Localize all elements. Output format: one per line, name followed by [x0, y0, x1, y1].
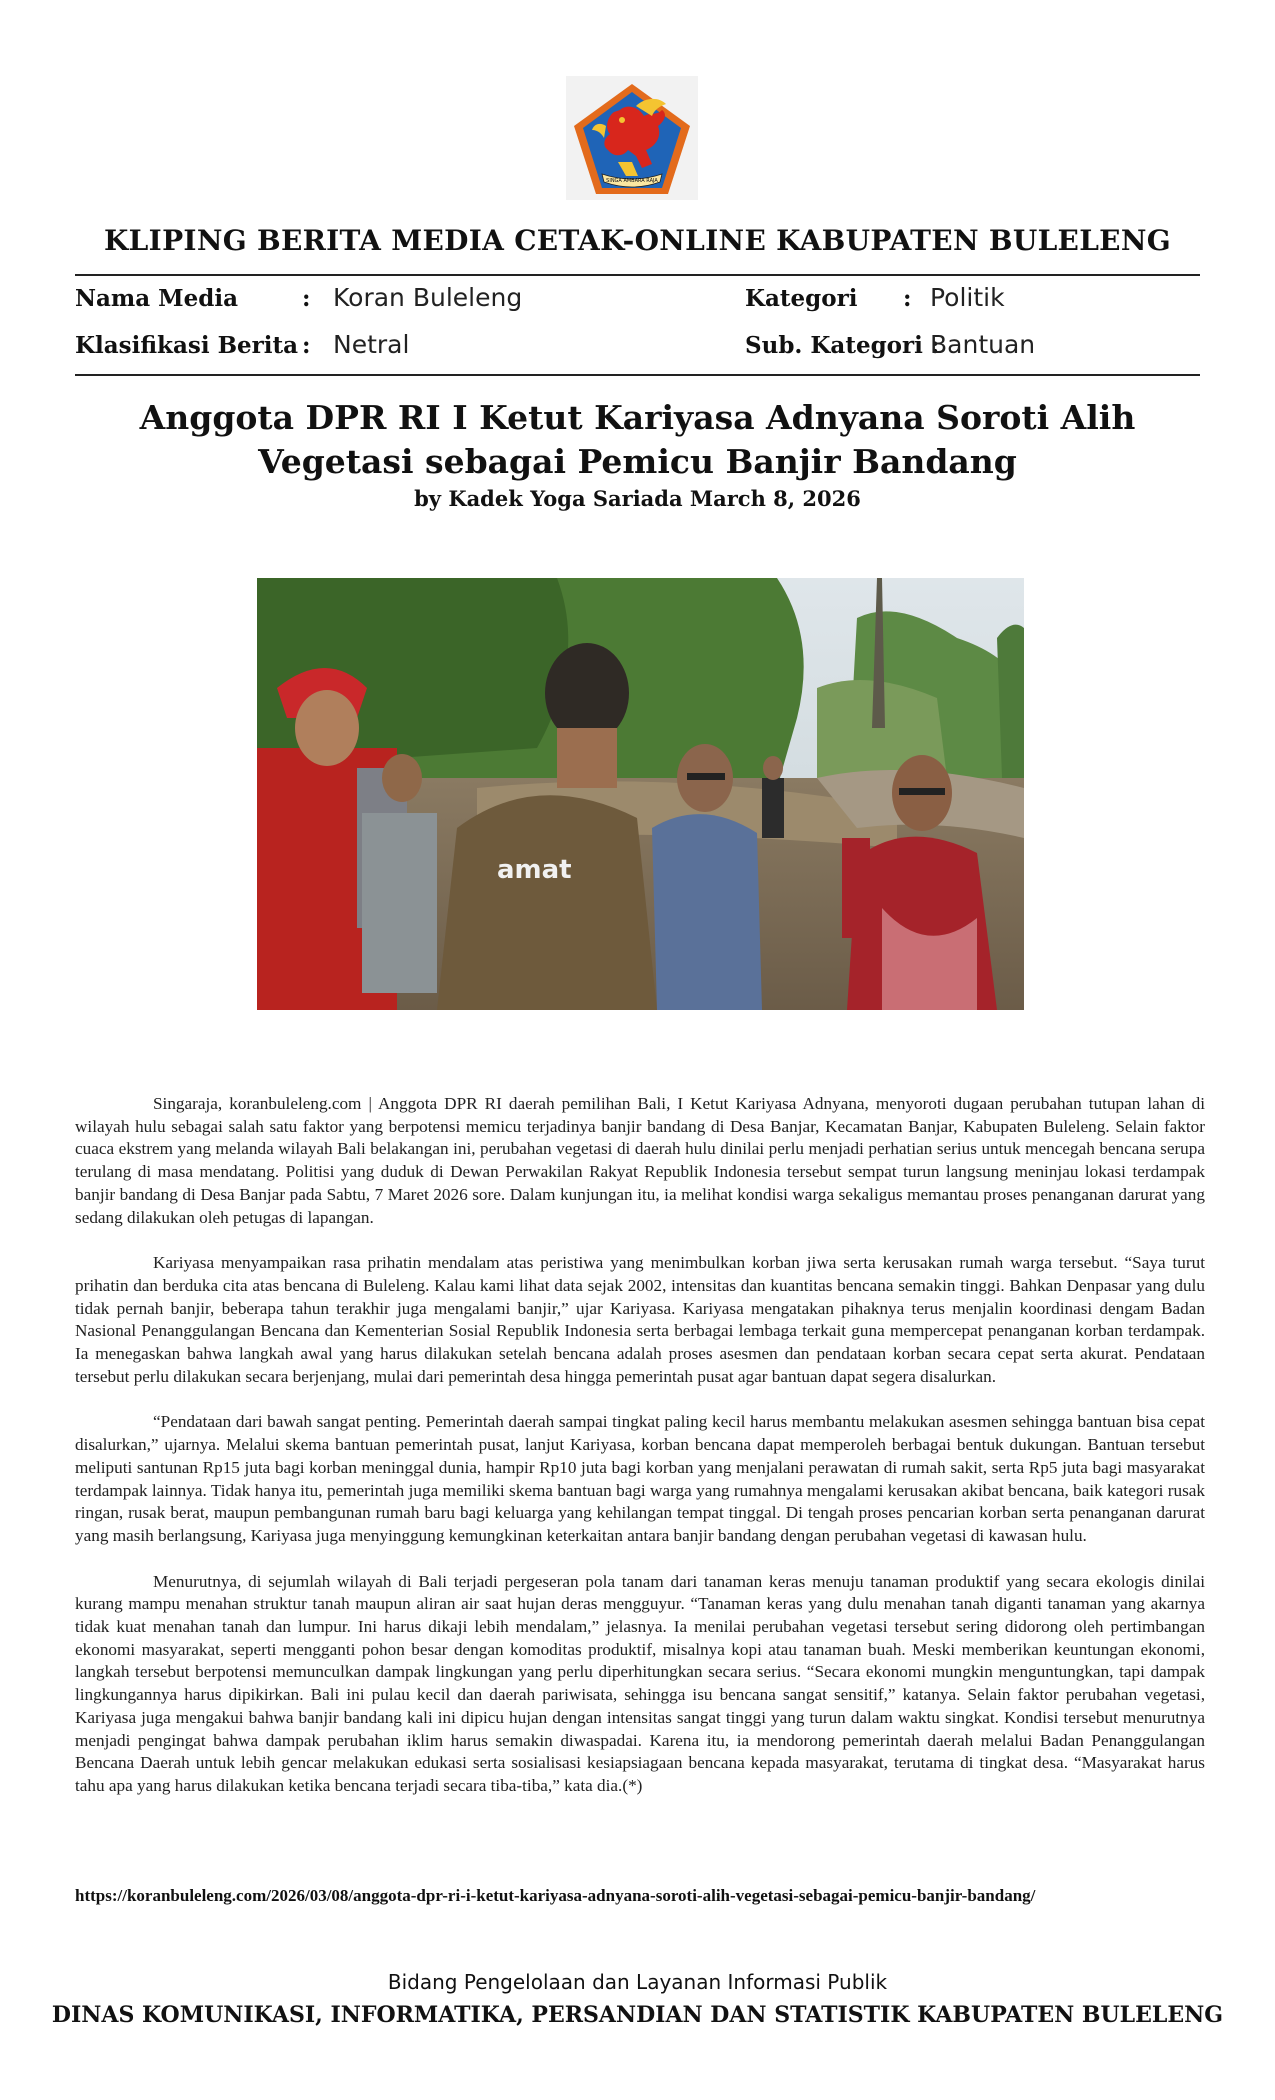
top-divider — [75, 274, 1200, 276]
sub-kategori-label: Sub. Kategori : — [745, 332, 940, 359]
article-source-url[interactable]: https://koranbuleleng.com/2026/03/08/anggota-dpr-ri-i-ketut-kariyasa-adnyana-soroti-alih-vegetasi-sebagai-pemicu-banjir-bandang/ — [75, 1886, 1036, 1905]
nama-media-value: Koran Buleleng — [333, 283, 523, 312]
regency-logo — [566, 76, 698, 200]
nama-media-label: Nama Media — [75, 285, 238, 312]
logo-motto: SINGA AMBARA RAJA — [606, 178, 658, 184]
kategori-colon: : — [903, 285, 912, 312]
klasifikasi-berita-colon: : — [302, 332, 311, 359]
article-paragraph: Menurutnya, di sejumlah wilayah di Bali terjadi pergeseran pola tanam dari tanaman keras menuju tanaman produktif yang secara ekologis dinilai kurang mampu menahan struktur tanah maupun aliran air saat hujan deras mengguyur. “Tanaman keras yang dulu menahan tanah diganti tanaman yang akarnya tidak kuat menahan tanah dan lumpur. Ini harus dikaji lebih mendalam,” jelasnya. Ia menilai perubahan vegetasi tersebut sering didorong oleh pertimbangan ekonomi masyarakat, seperti mengganti pohon besar dengan komoditas produktif, misalnya kopi atau tanaman buah. Meski memberikan keuntungan ekonomi, langkah tersebut berpotensi memunculkan dampak lingkungan yang perlu diperhitungkan secara serius. “Secara ekonomi mungkin menguntungkan, tapi dampak lingkungannya harus dipikirkan. Bali ini pulau kecil dan daerah pariwisata, sehingga isu bencana sangat sensitif,” katanya. Selain faktor perubahan vegetasi, Kariyasa juga mengakui bahwa banjir bandang kali ini dipicu hujan dengan intensitas sangat tinggi yang turun dalam waktu singkat. Kondisi tersebut menurutnya menjadi pengingat bahwa dampak perubahan iklim harus semakin diwaspadai. Karena itu, ia mendorong pemerintah daerah melalui Badan Penanggulangan Bencana Daerah untuk lebih gencar melakukan edukasi serta sosialisasi kesiapsiagaan bencana kepada masyarakat, terutama di tingkat desa. “Masyarakat harus tahu apa yang harus dilakukan ketika bencana terjadi secara tiba-tiba,” kata dia.(*) — [75, 1571, 1205, 1795]
article-paragraph: Kariyasa menyampaikan rasa prihatin mendalam atas peristiwa yang menimbulkan korban jiwa serta kerusakan rumah warga tersebut. “Saya turut prihatin dan berduka cita atas bencana di Buleleng. Kalau kami lihat data sejak 2002, intensitas dan kuantitas bencana semakin tinggi. Bahkan Denpasar yang dulu tidak pernah banjir, beberapa tahun terakhir juga mengalami banjir,” ujar Kariyasa. Kariyasa mengatakan pihaknya terus menjalin koordinasi dengam Badan Nasional Penanggulangan Bencana dan Kementerian Sosial Republik Indonesia serta berbagai lembaga terkait guna mempercepat penanganan korban terdampak. Ia menegaskan bahwa langkah awal yang harus dilakukan setelah bencana adalah proses asesmen dan pendataan korban secara cepat serta akurat. Pendataan tersebut perlu dilakukan secara berjenjang, mulai dari pemerintah desa hingga pemerintah pusat agar bantuan dapat segera disalurkan. — [75, 1253, 1205, 1386]
footer-agency: DINAS KOMUNIKASI, INFORMATIKA, PERSANDIAN DAN STATISTIK KABUPATEN BULELENG — [51, 2002, 1224, 2028]
buleleng-regency-crest-icon — [566, 76, 698, 200]
article-byline: by Kadek Yoga Sariada March 8, 2026 — [414, 486, 861, 511]
article-body — [75, 1093, 1205, 1821]
article-paragraph: Singaraja, koranbuleleng.com | Anggota DPR RI daerah pemilihan Bali, I Ketut Kariyasa Adnyana, menyoroti dugaan perubahan tutupan lahan di wilayah hulu sebagai salah satu faktor yang berpotensi memicu terjadinya banjir bandang di Desa Banjar, Kecamatan Banjar, Kabupaten Buleleng. Selain faktor cuaca ekstrem yang melanda wilayah Bali belakangan ini, perubahan vegetasi di daerah hulu dinilai perlu menjadi perhatian serius untuk mencegah bencana serupa terulang di masa mendatang. Politisi yang duduk di Dewan Perwakilan Rakyat Republik Indonesia tersebut sempat turun langsung meninjau lokasi terdampak banjir bandang di Desa Banjar pada Sabtu, 7 Maret 2026 sore. Dalam kunjungan itu, ia melihat kondisi warga sekaligus memantau proses penanganan darurat yang sedang dilakukan oleh petugas di lapangan. — [75, 1094, 1205, 1227]
klasifikasi-berita-label: Klasifikasi Berita — [75, 332, 299, 359]
photo-vest-text: amat — [497, 855, 572, 885]
nama-media-colon: : — [302, 285, 311, 312]
kliping-title: KLIPING BERITA MEDIA CETAK-ONLINE KABUPATEN BULELENG — [104, 224, 1171, 257]
sub-kategori-value: Bantuan — [930, 330, 1036, 359]
klasifikasi-berita-value: Netral — [333, 330, 410, 359]
article-headline: Anggota DPR RI I Ketut Kariyasa Adnyana Soroti Alih Vegetasi sebagai Pemicu Banjir Bandang — [139, 398, 1136, 481]
article-photo — [257, 578, 1024, 1010]
footer-department: Bidang Pengelolaan dan Layanan Informasi Publik — [387, 1970, 888, 1994]
article-paragraph: “Pendataan dari bawah sangat penting. Pemerintah daerah sampai tingkat paling kecil harus membantu melakukan asesmen sehingga bantuan bisa cepat disalurkan,” ujarnya. Melalui skema bantuan pemerintah pusat, lanjut Kariyasa, korban bencana dapat memperoleh berbagai bentuk dukungan. Bantuan tersebut meliputi santunan Rp15 juta bagi korban meninggal dunia, hampir Rp10 juta bagi korban yang menjalani perawatan di rumah sakit, serta Rp5 juta bagi masyarakat terdampak lainnya. Tidak hanya itu, pemerintah juga memiliki skema bantuan bagi warga yang rumahnya mengalami kerusakan akibat bencana, baik kategori rusak ringan, rusak berat, maupun pembangunan rumah baru bagi keluarga yang kehilangan tempat tinggal. Di tengah proses pencarian korban serta penanganan darurat yang masih berlangsung, Kariyasa juga menyinggung kemungkinan keterkaitan antara banjir bandang dengan perubahan vegetasi di kawasan hulu. — [75, 1412, 1205, 1545]
kategori-value: Politik — [930, 283, 1005, 312]
meta-divider — [75, 374, 1200, 376]
kategori-label: Kategori — [745, 285, 858, 312]
